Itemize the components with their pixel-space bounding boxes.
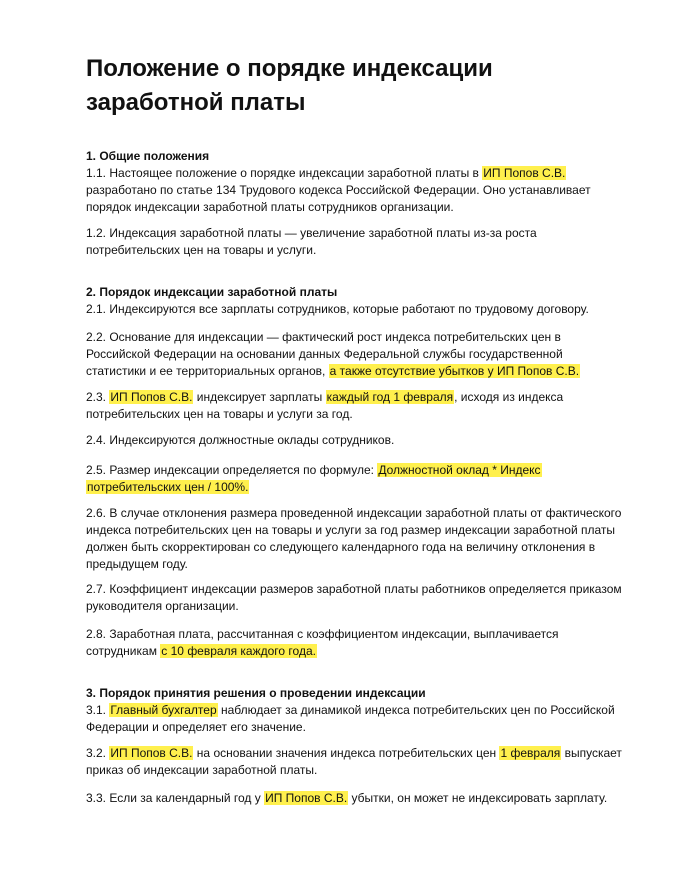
highlight: 1 февраля [500, 746, 561, 760]
highlight: ИП Попов С.В. [110, 746, 193, 760]
paragraph-3-2: 3.2. ИП Попов С.В. на основании значения индекса потребительских цен 1 февраля выпускает приказ об индексации заработной платы. [86, 746, 622, 777]
paragraph-2-2: 2.2. Основание для индексации — фактический рост индекса потребительских цен в Российской Федерации на основании данных Федеральной службы государственной статистики и ее территориальных органов, а также отсутствие убытков у ИП Попов С.В. [86, 330, 580, 378]
paragraph-2-4: 2.4. Индексируются должностные оклады сотрудников. [86, 433, 395, 447]
highlight: а также отсутствие убытков у ИП Попов С.В. [329, 364, 580, 378]
paragraph-2-6: 2.6. В случае отклонения размера проведенной индексации заработной платы от фактического индекса потребительских цен на товары и услуги за год размер индексации заработной платы должен быть скорректирован со следующего календарного года на величину отклонения в предыдущем году. [86, 506, 622, 571]
paragraph-2-1: 2.1. Индексируются все зарплаты сотрудников, которые работают по трудовому договору. [86, 302, 589, 316]
highlight: потребительских цен / 100%. [87, 480, 249, 494]
paragraph-2-3: 2.3. ИП Попов С.В. индексирует зарплаты каждый год 1 февраля, исходя из индекса потребительских цен на товары и услуги за год. [86, 390, 564, 421]
highlight: каждый год 1 февраля [326, 390, 454, 404]
paragraph-3-1: 3.1. Главный бухгалтер наблюдает за динамикой индекса потребительских цен по Российской Федерации и определяет его значение. [86, 703, 615, 734]
paragraph-1-2: 1.2. Индексация заработной платы — увеличение заработной платы из-за роста потребительских цен на товары и услуги. [86, 226, 537, 257]
paragraph-2-5: 2.5. Размер индексации определяется по формуле: Должностной оклад * Индекс потребительских цен / 100%. [86, 463, 541, 494]
highlight: ИП Попов С.В. [265, 791, 348, 805]
paragraph-3-3: 3.3. Если за календарный год у ИП Попов С.В. убытки, он может не индексировать зарплату. [86, 791, 608, 805]
highlight: Главный бухгалтер [110, 703, 217, 717]
highlight: Должностной оклад * Индекс [378, 463, 541, 477]
title-line-1: Положение о порядке индексации [86, 55, 493, 82]
section-1-heading: 1. Общие положения [86, 149, 210, 163]
paragraph-2-8: 2.8. Заработная плата, рассчитанная с коэффициентом индексации, выплачивается сотрудникам с 10 февраля каждого года. [86, 627, 559, 658]
document-title [86, 52, 646, 120]
highlight: ИП Попов С.В. [483, 166, 566, 180]
highlight: с 10 февраля каждого года. [161, 644, 316, 658]
section-2-heading: 2. Порядок индексации заработной платы [86, 285, 338, 299]
paragraph-2-7: 2.7. Коэффициент индексации размеров заработной платы работников определяется приказом руководителя организации. [86, 582, 622, 613]
section-3-heading: 3. Порядок принятия решения о проведении индексации [86, 686, 426, 700]
paragraph-1-1: 1.1. Настоящее положение о порядке индексации заработной платы в ИП Попов С.В. разработано по статье 134 Трудового кодекса Российской Федерации. Оно устанавливает порядок индексации заработной платы сотрудников организации. [86, 166, 591, 214]
highlight: ИП Попов С.В. [110, 390, 193, 404]
title-line-2: заработной платы [86, 89, 306, 116]
